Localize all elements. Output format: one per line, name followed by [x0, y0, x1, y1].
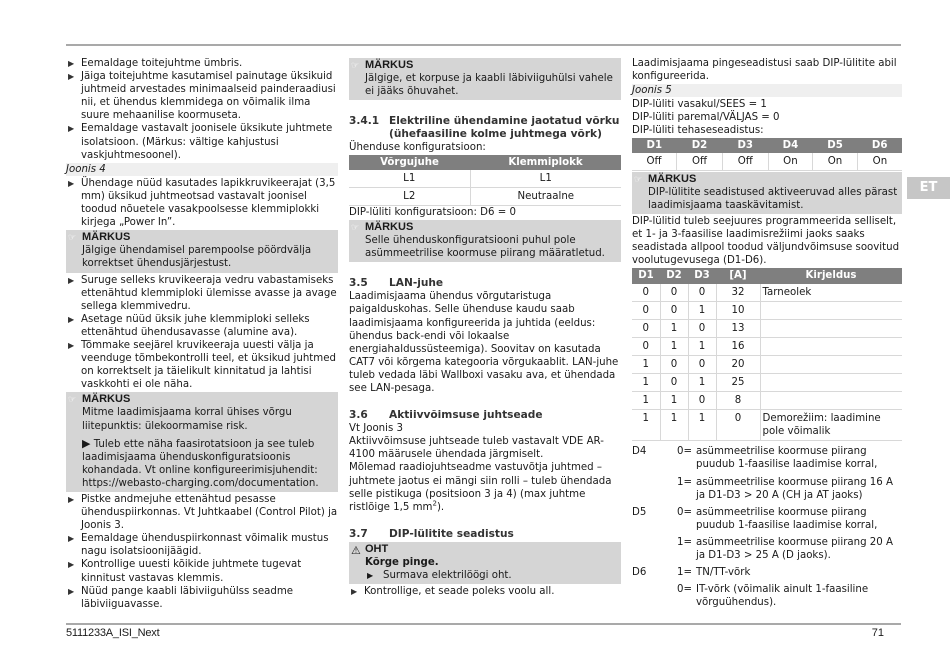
list-item: ▶ Asetage nüüd üksik juhe klemmiploki selleks ettenähtud ühendusavasse (alumine ava).: [68, 313, 310, 338]
note-title: MÄRKUS: [365, 220, 414, 233]
table-header: D2: [660, 268, 688, 283]
note-action: ▶ Tuleb ette näha faasirotatsioon ja see tuleb laadimisjaama ühenduskonfiguratsioonis kohandada. Vt online konfigureerimisjuhendit: https://webasto-charging.com/documentation.: [82, 436, 319, 489]
paragraph: DIP-lüliti paremal/VÄLJAS = 0: [632, 112, 780, 124]
list-item: ▶ Kontrollige uuesti kõikide juhtmete tugevat kinnitust vastavas klemmis.: [68, 559, 302, 584]
table-header: D1: [632, 268, 660, 283]
note-title: MÄRKUS: [365, 59, 414, 71]
list-item: ▶ Jäiga toitejuhtme kasutamisel painutage üksikuid juhtmeid arvestades minimaalseid painderaadiusi nii, et ühendus klemmidega on võimalik ilma suure mehaanilise koormuseta.: [68, 71, 336, 122]
paragraph: Vt Joonis 3: [349, 423, 403, 435]
pointing-hand-icon: ☞: [68, 233, 77, 244]
header-rule: [66, 44, 901, 46]
pointing-hand-icon: ☞: [351, 61, 360, 71]
pointing-hand-icon: ☞: [68, 395, 77, 406]
section-heading-3-6: 3.6 Aktiivvõimsuse juhtseade: [349, 409, 543, 422]
note-text: Selle ühenduskonfiguratsiooni puhul pole asümmeetrilise koormuse piirang määratletud.: [365, 235, 605, 260]
note-text: Mitme laadimisjaama korral ühises võrgu liitepunktis: ülekoormamise risk.: [82, 407, 292, 432]
table-row: 1 0 0 20: [632, 355, 902, 373]
bullet-triangle-icon: ▶: [68, 178, 75, 188]
note-title: MÄRKUS: [82, 393, 131, 406]
figure-caption: Joonis 4: [66, 163, 338, 176]
warning-triangle-icon: ⚠: [351, 543, 361, 557]
bullet-triangle-icon: ▶: [68, 495, 75, 504]
list-item: ▶ Kontrollige, et seade poleks voolu all.: [351, 586, 555, 598]
bullet-triangle-icon: ▶: [351, 587, 358, 597]
table-header: Võrgujuhe: [349, 155, 470, 170]
language-tab: ET: [907, 177, 950, 199]
danger-subtitle: Kõrge pinge.: [365, 557, 439, 568]
table-header: D3: [722, 138, 768, 153]
table-row: 1 1 0 8: [632, 392, 902, 410]
bullet-triangle-icon: ▶: [68, 314, 75, 324]
table-row: L2 Neutraalne: [349, 187, 621, 205]
section-heading-3-7: 3.7 DIP-lülitite seadistus: [349, 527, 514, 540]
table-header: D4: [768, 138, 813, 153]
connection-config-table: [349, 155, 621, 206]
table-header: D5: [813, 138, 858, 153]
paragraph: Ühenduse konfiguratsioon:: [349, 142, 486, 154]
paragraph: Laadimisjaama ühendus võrgutaristuga paigalduskohas. Selle ühenduse kaudu saab laadimisjaama konfigureerida ja juhtida (eeldus: ühendus back-endi või lokaalse energiahaldussüsteemiga). Soovitav on kasutada CAT7 või kõrgema kategooria võrgukaablit. LAN-juhe tuleb vedada läbi Wallboxi vasaku ava, et ühendada see LAN-pesaga.: [349, 291, 619, 394]
table-header: [A]: [716, 268, 760, 283]
note-box: [632, 172, 902, 214]
paragraph: DIP-lüliti konfiguratsioon: D6 = 0: [349, 206, 516, 218]
note-box: [349, 220, 621, 262]
paragraph: DIP-lüliti vasakul/SEES = 1: [632, 99, 767, 111]
danger-title: OHT: [365, 542, 389, 555]
table-row: 0 1 1 16: [632, 337, 902, 355]
footer-rule: [66, 623, 901, 625]
note-box: [66, 392, 338, 492]
table-header: D3: [688, 268, 716, 283]
note-box: [66, 230, 338, 272]
list-item: ▶ Surmava elektrilöögi oht.: [367, 570, 512, 582]
note-title: MÄRKUS: [648, 172, 697, 185]
bullet-triangle-icon: ▶: [68, 59, 75, 68]
list-item: ▶ Pistke andmejuhe ettenähtud pesasse ühenduspiirkonnas. Vt Juhtkaabel (Control Pilot) ja Joonis 3.: [68, 494, 338, 532]
note-box: [349, 58, 621, 100]
figure-caption: Joonis 5: [632, 84, 902, 97]
paragraph: Mõlemad raadiojuhtseadme vastuvõtja juhtmed – juhtmete jaotus ei mängi siin rolli – tuleb ühendada selle pistikuga (positsioon 3 ja 4) (max juhtme ristlõige 1,5 $mm^2$).: [349, 462, 612, 513]
table-row: L1 L1: [349, 170, 621, 188]
table-row: 0 0 1 10: [632, 301, 902, 319]
note-text: Jälgige ühendamisel parempoolse pöördvälja korrektset ühendusjärjestust.: [82, 245, 312, 270]
bullet-triangle-icon: ▶: [68, 275, 75, 285]
table-header: D6: [857, 138, 902, 153]
table-row: 0 1 0 13: [632, 319, 902, 337]
page-number: 71: [871, 627, 884, 639]
bullet-triangle-icon: ▶: [68, 560, 75, 570]
table-header: D1: [632, 138, 677, 153]
list-item: ▶ Eemaldage ühenduspiirkonnast võimalik mustus nagu isolatsioonijäägid.: [68, 533, 329, 558]
table-header: D2: [677, 138, 723, 153]
table-header: Klemmiplokk: [470, 155, 621, 170]
pointing-hand-icon: ☞: [634, 174, 643, 185]
list-item: ▶ Tõmmake seejärel kruvikeeraja uuesti välja ja veenduge tõmbekontrolli teel, et üksikud juhtmed on korrektselt ja täielikult kinnitatud ja lahtisi vaskkohti ei ole näha.: [68, 339, 336, 391]
action-arrow-icon: ▶: [82, 436, 91, 450]
list-item: ▶ Suruge selleks kruvikeeraja vedru vabastamiseks ettenähtud klemmiploki ülemisse avasse ja avage sellega klemmivedru.: [68, 274, 337, 312]
list-item: ▶ Nüüd pange kaabli läbiviiguhülss seadme läbiviiguavasse.: [68, 585, 294, 610]
list-item: ▶ Ühendage nüüd kasutades lapikkruvikeerajat (3,5 mm) üksikud juhtmeotsad vastavalt joonisel toodud nõuetele vasakpoolsesse klemmiplokki kirjega „Power In”.: [68, 177, 336, 229]
bullet-triangle-icon: ▶: [367, 571, 374, 581]
section-heading-3-4-1: 3.4.1 Elektriline ühendamine jaotatud võrku (ühefaasiline kolme juhtmega võrk): [349, 115, 620, 141]
table-row: 1 1 1 0 Demorežiim: laadimine pole võimalik: [632, 410, 902, 441]
dip-definitions: D4 0= asümmeetrilise koormuse piirang puudub 1-faasilise laadimise korral, 1= asümmeetrilise koormuse piirang 16 A ja D1-D3 > 20 A (CH ja AT jaoks) D5 0= asümmeetrilise koormuse piirang puudub 1-faasilise laadimise korral, 1= asümmeetrilise koormuse piirang 20 A ja D1-D3 > 25 A (D jaoks). D6 1= TN/TT-võrk 0= IT-võrk (võimalik ainult 1-faasiline võrguühendus).: [632, 446, 893, 609]
bullet-triangle-icon: ▶: [68, 124, 75, 134]
bullet-triangle-icon: ▶: [68, 340, 75, 350]
bullet-triangle-icon: ▶: [68, 534, 75, 544]
table-header: Kirjeldus: [760, 268, 902, 283]
pointing-hand-icon: ☞: [351, 222, 360, 233]
bullet-triangle-icon: ▶: [68, 586, 75, 596]
paragraph: Laadimisjaama pingeseadistusi saab DIP-lülitite abil konfigureerida.: [632, 58, 897, 83]
factory-settings-table: [632, 138, 902, 171]
paragraph: DIP-lüliti tehaseseadistus:: [632, 125, 764, 137]
bullet-triangle-icon: ▶: [68, 72, 75, 82]
document-id: 5111233A_ISI_Next: [66, 627, 160, 639]
list-item: ▶ Eemaldage vastavalt joonisele üksikute juhtmete isolatsioon. (Märkus: vältige kahjustusi vaskjuhtmesoonel).: [68, 123, 333, 161]
danger-box: [349, 542, 621, 584]
current-settings-table: [632, 268, 902, 441]
section-heading-3-5: 3.5 LAN-juhe: [349, 277, 444, 290]
column-3: [632, 57, 902, 609]
table-row: 0 0 0 32 Tarneolek: [632, 284, 902, 302]
note-text: Jälgige, et korpuse ja kaabli läbiviiguhülsi vahele ei jääks õhuvahet.: [365, 73, 613, 98]
table-row: Off Off Off On On On: [632, 153, 902, 171]
column-1: [66, 57, 338, 611]
paragraph: Aktiivvõimsuse juhtseade tuleb vastavalt VDE AR-4100 määrusele ühendada järgmiselt.: [349, 436, 604, 461]
note-title: MÄRKUS: [82, 231, 131, 244]
paragraph: DIP-lülitid tuleb seejuures programmeerida selliselt, et 1- ja 3-faasilise laadimisrežiimi jaoks saaks seadistada allpool toodud väljundvõimsuse soovitud voolutugevusega (D1-D6).: [632, 216, 900, 267]
column-2: [349, 57, 621, 598]
list-item: ▶ Eemaldage toitejuhtme ümbris.: [68, 58, 243, 69]
note-text: DIP-lülitite seadistused aktiveeruvad alles pärast laadimisjaama taaskävitamist.: [648, 186, 898, 211]
table-row: 1 0 1 25: [632, 373, 902, 391]
